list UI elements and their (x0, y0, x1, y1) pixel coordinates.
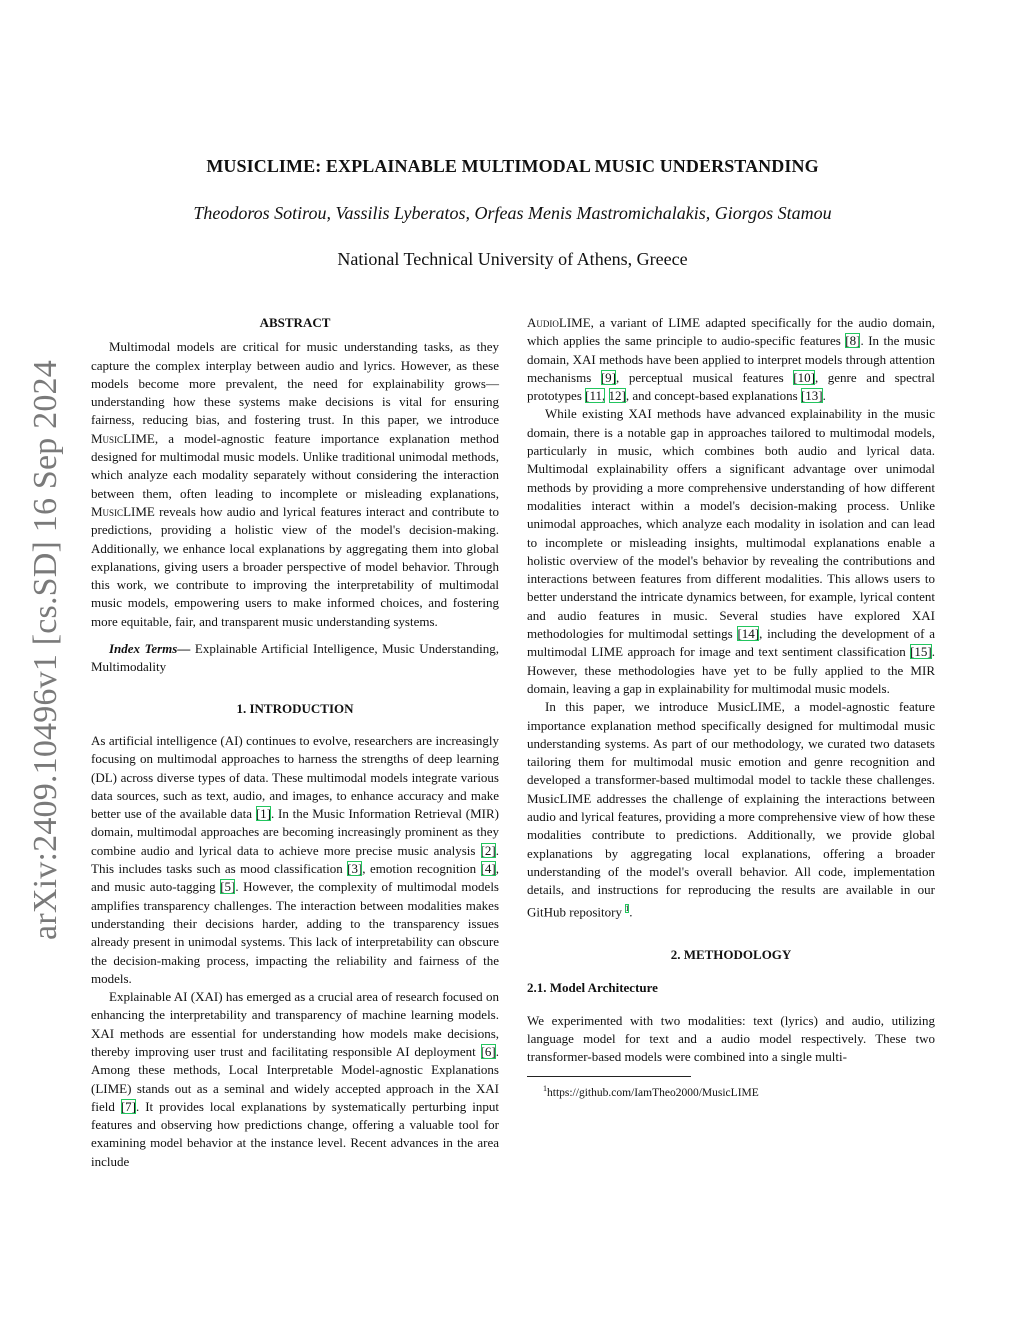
citation-link[interactable]: [3] (347, 861, 363, 877)
footnote-mark: 1 (543, 1083, 547, 1093)
citation-link[interactable]: [13] (800, 388, 823, 404)
citation-link[interactable]: [10] (793, 369, 815, 385)
abstract-paragraph (91, 338, 499, 631)
citation-link[interactable]: [11, (585, 388, 606, 404)
citation-link[interactable]: [2] (480, 842, 496, 858)
index-terms (91, 640, 499, 677)
intro-paragraph-2: Explainable AI (XAI) has emerged as a crucial area of research focused on enhancing the interpretability and transparency of machine learning models. XAI methods are essential for understanding how models make decisions, thereby improving user trust and facilitating responsible AI deployment [6]. Among these methods, Local Interpretable Model-agnostic Explanations (LIME) stands out as a seminal and widely accepted approach in the XAI field [7]. It provides local explanations by systematically perturbing input features and observing how predictions change, offering a valuable tool for examining model behavior at the instance level. Recent advances in the area include (91, 989, 499, 1169)
methodology-heading: 2. METHODOLOGY (670, 947, 792, 963)
intro-paragraph-1: As artificial intelligence (AI) continues to evolve, researchers are increasingly focusing on multimodal approaches to harness the strengths of deep learning (DL) across diverse types of data. These multimodal models integrate various data sources, such as text, audio, and images, to enhance accuracy and make better use of the available data [1]. In the Music Information Retrieval (MIR) domain, multimodal approaches are becoming increasingly prominent as they combine audio and lyrical data to achieve more precise music analysis [2]. This includes tasks such as mood classification [3], emotion recognition [4], and music auto-tagging [5]. However, the complexity of multimodal models amplifies transparency challenges. The interaction between modalities makes understanding their decisions harder, adding to the transparency issues already present in unimodal systems. This lack of interpretability can obscure the decision-making process, impacting the reliability and fairness of the models. (91, 732, 500, 986)
musiclime-name: MusicLIME (91, 430, 155, 446)
citation-link[interactable]: 12] (608, 388, 626, 404)
author-list: Theodoros Sotirou, Vassilis Lyberatos, Orfeas Menis Mastromichalakis, Giorgos Stamou (193, 203, 832, 223)
citation-link[interactable]: [15] (910, 644, 932, 660)
footnote-url[interactable]: https://github.com/IamTheo2000/MusicLIME (547, 1086, 759, 1099)
index-terms-text: Explainable Artificial Intelligence, Music Understanding, Multimodality (91, 641, 499, 675)
intro-paragraph-2-cont: AudioLIME, a variant of LIME adapted specifically for the audio domain, which applies the same principle to audio-specific features [8]. In the music domain, XAI methods have been applied to interpret models through attention mechanisms [9], perceptual musical features [10], genre and spectral prototypes [11, 12], and concept-based explanations [13]. (527, 315, 935, 404)
index-terms-label: Index Terms— (109, 641, 191, 657)
citation-link[interactable]: [9] (600, 369, 617, 385)
abstract-text-1: Multimodal models are critical for music understanding tasks, as they capture the complex interplay between audio and lyrics. However, as these models become more prevalent, the need for explainability grows—understanding how these systems make decisions is vital for ensuring fairness, reducing bias, and fostering trust. In this paper, we introduce (91, 339, 499, 428)
paper-title: MUSICLIME: EXPLAINABLE MULTIMODAL MUSIC UNDERSTANDING (206, 156, 819, 176)
footnote (527, 1081, 935, 1101)
citation-link[interactable]: [5] (220, 879, 236, 895)
introduction-heading: 1. INTRODUCTION (236, 700, 354, 716)
musiclime-name: MusicLIME (91, 503, 155, 519)
intro-paragraph-4: In this paper, we introduce MusicLIME, a model-agnostic feature importance explanation method specifically designed for multimodal music understanding systems. As part of our methodology, we curated two datasets tailoring them for multimodal music emotion and genre recognition and developed a transformer-based multimodal model to tackle these challenges. MusicLIME addresses the challenge of explaining the interactions between audio and lyrical features, providing a more comprehensive view of how these modalities contribute to predictions. Additionally, we provide global explanations by aggregating local explanations, offering a broader understanding of the model's overall behavior. All code, implementation details, and instructions for reproducing the results are available in our GitHub repository $^1$. (527, 699, 935, 919)
left-column (91, 314, 499, 1171)
citation-link[interactable]: [7] (120, 1098, 136, 1114)
footnote-link[interactable]: 1 (625, 903, 630, 913)
right-column (527, 314, 935, 1100)
citation-link[interactable]: [8] (845, 333, 861, 349)
citation-link[interactable]: [6] (480, 1043, 496, 1059)
abstract-text-2: , a model-agnostic feature importance explanation method designed for multimodal music models. Unlike traditional unimodal methods, which analyze each modality separately without considering the interaction between them, often leading to incomplete or misleading explanations, (91, 430, 499, 501)
citation-link[interactable]: [4] (480, 861, 496, 877)
intro-paragraph-3: While existing XAI methods have advanced explainability in the music domain, there is a notable gap in approaches tailored to multimodal models, particularly in music, which combines both audio and lyrical data. Multimodal explainability offers a significant advantage over unimodal methods by providing a more comprehensive understanding of how different modalities interact within a model's decision-making process. Unlike unimodal approaches, which analyze each modality in isolation and can lead to incomplete or misleading insights, multimodal explanations enable a holistic overview of the model's behavior by revealing the contributions and interactions between features from different modalities. This allows users to better understand the intricate dynamics between, for example, lyrical content and audio features in music. Several studies have explored XAI methodologies for multimodal settings [14], including the development of a multimodal LIME approach for image and text sentiment classification [15]. However, these methodologies have yet to be fully applied to the MIR domain, leaving a gap in explainability for multimodal music models. (527, 406, 935, 696)
abstract-text-3: reveals how audio and lyrical features interact and contribute to predictions, providing a holistic view of the model's decision-making. Additionally, we enhance local explanations by aggregating them into global explanations, giving users a broader perspective of model behavior. Through this work, we contribute to improving the interpretability of multimodal music models, empowering users to make informed choices, and fostering more equitable, fair, and transparent music understanding systems. (91, 503, 499, 629)
abstract-heading: ABSTRACT (259, 315, 331, 330)
audiolime-name: AudioLIME (527, 315, 591, 330)
citation-link[interactable]: [1] (255, 806, 271, 822)
citation-link[interactable]: [14] (737, 626, 760, 642)
arxiv-stamp (18, 352, 74, 947)
arxiv-id[interactable]: arXiv:2409.10496v1 [cs.SD] 16 Sep 2024 (27, 359, 64, 940)
methodology-paragraph: We experimented with two modalities: text (lyrics) and audio, utilizing language model for text and a audio model respectively. These two transformer-based models were combined into a single multi- (527, 1012, 935, 1065)
footnote-rule (527, 1076, 691, 1077)
model-architecture-heading: 2.1. Model Architecture (527, 980, 658, 996)
affiliation: National Technical University of Athens, Greece (337, 249, 688, 269)
